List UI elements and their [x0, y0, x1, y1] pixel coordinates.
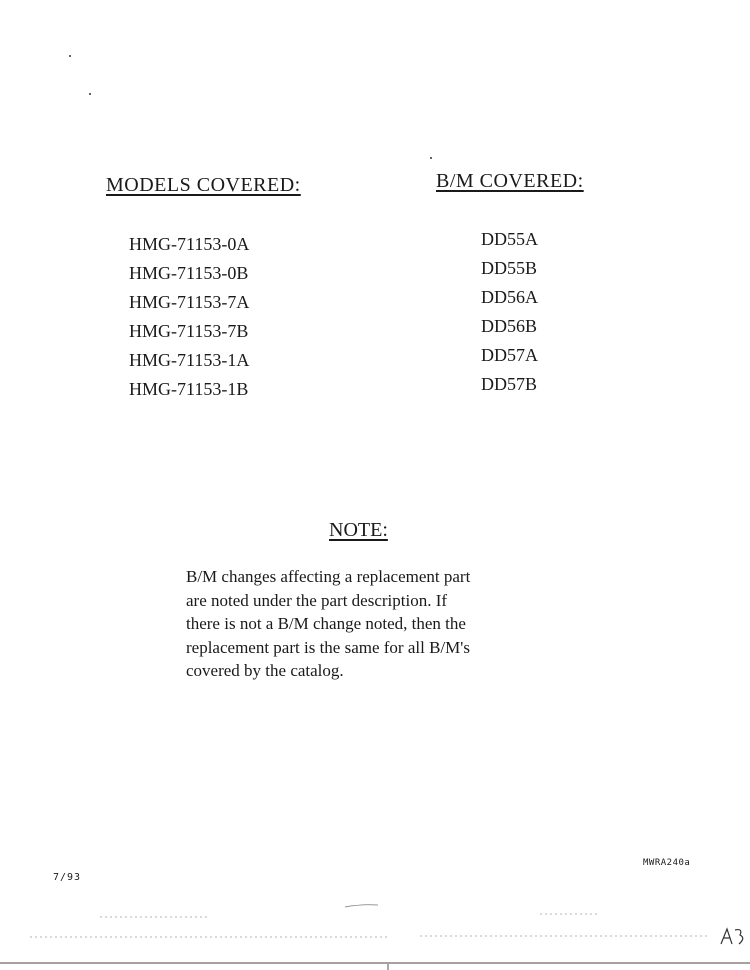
bm-list — [481, 225, 538, 399]
bm-item: DD56A — [481, 287, 538, 307]
bm-item: DD57A — [481, 345, 538, 365]
scan-speck — [430, 157, 432, 159]
note-line: replacement part is the same for all B/M's — [186, 637, 470, 657]
model-item: HMG-71153-1B — [129, 379, 249, 399]
models-list — [129, 230, 249, 404]
bm-item: DD56B — [481, 316, 538, 336]
footer-doc-code: MWRA240a — [643, 858, 691, 868]
bm-covered-heading: B/M COVERED: — [436, 170, 584, 192]
model-item: HMG-71153-0B — [129, 263, 249, 283]
footer-date: 7/93 — [53, 872, 82, 883]
models-covered-heading: MODELS COVERED: — [106, 174, 301, 196]
model-item: HMG-71153-7B — [129, 321, 249, 341]
note-body — [186, 565, 546, 683]
note-line: there is not a B/M change noted, then the — [186, 614, 466, 633]
scan-speck — [89, 93, 91, 95]
scan-speck — [69, 55, 71, 57]
scan-noise — [0, 900, 750, 970]
note-line: covered by the catalog. — [186, 661, 344, 680]
handwritten-mark — [718, 920, 748, 950]
model-item: HMG-71153-1A — [129, 350, 250, 370]
model-item: HMG-71153-0A — [129, 234, 250, 254]
bm-item: DD55A — [481, 229, 538, 249]
note-line: are noted under the part description. If — [186, 590, 448, 610]
note-line: B/M changes affecting a replacement part — [186, 567, 471, 586]
bm-item: DD57B — [481, 374, 538, 394]
bm-item: DD55B — [481, 258, 538, 278]
model-item: HMG-71153-7A — [129, 292, 250, 312]
note-heading: NOTE: — [329, 519, 388, 541]
